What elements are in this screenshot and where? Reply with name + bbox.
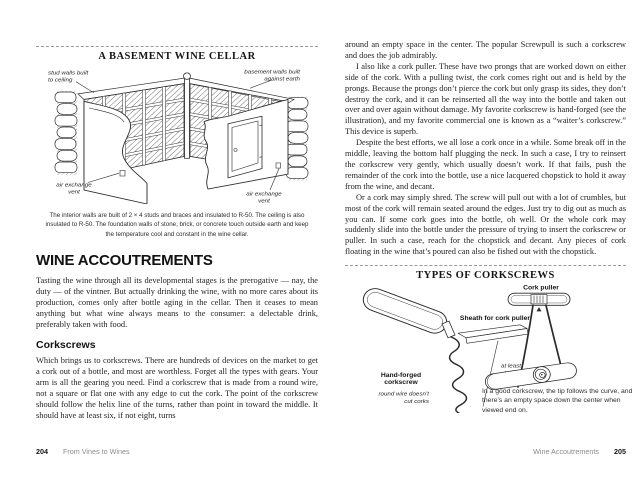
figure-caption: The interior walls are built of 2 × 4 studs and braces and insulated to R-50. The ceiling is also insulated to R-50. The foundation walls of stone, brick, or concrete touch outside earth and keep the temperature cool and constant in the wine cellar.: [45, 212, 309, 238]
label-basement-walls-line2: against earth: [264, 76, 301, 83]
label-vent-right-line2: vent: [258, 198, 270, 204]
label-vent-left-line2: vent: [68, 189, 80, 196]
corkscrew-helix: [450, 337, 467, 413]
paragraph: I also like a cork puller. These have two prongs that are worked down on either side of the cork. With a pulling twist, the cork comes right out and is held by the prongs. Because the prongs don’t pierce the cork but only grasp its sides, they don’t destroy the cork, and it can be reinserted all the way into the bottle and taken out over and over again without damage. My favorite corkscrew is hand-forged (see the illustration), and my favorite commercial one is known as a “waiter’s corkscrew.” This device is superb.: [345, 61, 627, 137]
page-footer-left: [36, 447, 318, 456]
center-post: [184, 73, 191, 158]
label-cork-puller: Cork puller: [523, 284, 559, 292]
figure-top-dashed-rule: [36, 46, 318, 47]
cellar-illustration: [36, 64, 318, 204]
air-vent-right: [276, 163, 281, 168]
section-heading: WINE ACCOUTREMENTS: [36, 251, 213, 269]
figure-top-dashed-rule: [345, 265, 626, 266]
label-basement-walls-line1: basement walls built: [244, 69, 301, 76]
label-vent-right-line1: air exchange: [246, 191, 282, 198]
stone-wall-right: [286, 97, 308, 181]
stone-wall-left: [55, 91, 77, 175]
figure-basement-wine-cellar: [36, 46, 318, 239]
label-sheath: Sheath for cork puller: [459, 315, 531, 323]
label-six-turns-line1: at least: [501, 363, 521, 370]
label-vent-left-line1: air exchange: [56, 182, 92, 189]
arrow-icon: [537, 307, 542, 311]
label-round-wire-line1: round wire doesn’t: [378, 391, 429, 398]
book-title: From Vines to Wines: [63, 447, 130, 456]
page-right: [345, 40, 633, 418]
paragraph: around an empty space in the center. The popular Screwpull is such a corkscrew and does the job admirably.: [345, 40, 626, 60]
label-stud-walls-line2: to ceiling: [48, 77, 73, 84]
leader-stud-walls: [76, 82, 94, 93]
label-hand-forged-line1: Hand-forged: [380, 372, 422, 379]
page-number: 204: [36, 447, 48, 456]
page-number: 205: [614, 447, 626, 456]
label-stud-walls-line1: stud walls built: [48, 70, 89, 77]
paragraph: Despite the best efforts, we all lose a cork once in a while. Some break off in the middle, leaving the bottom half plugging the neck. In such a case, I try to reinsert the corkscrew very gently, which usually doesn’t work. If that fails, push the remainder of the cork into the bottle, use a nice lacquered chopstick to hold it away from the wine, and decant.: [345, 138, 626, 191]
paragraph: Which brings us to corkscrews. There are hundreds of devices on the market to get a cork out of a bottle, and most are worthless. Forget all the types with gears. Your arm is all the gearing you need. Find a corkscrew that is made from a round wire, not a square or flat one with any edge to cut the cork. The point of the corkscrew should follow the helix line of the turns, rather than point in toward the middle. It should have at least six, if not eight, turns: [36, 356, 318, 420]
sheath-drawing: [458, 315, 531, 343]
label-hand-forged-line2: corkscrew: [384, 379, 418, 387]
subsection-heading: Corkscrews: [36, 339, 96, 352]
figure-types-of-corkscrews: [345, 265, 633, 418]
figure-caption: In a good corkscrew, the tip follows the curve, and there’s an empty space down the center when viewed end on.: [482, 388, 633, 414]
figure-title: A BASEMENT WINE CELLAR: [98, 51, 256, 62]
page-footer-right: [345, 447, 626, 456]
figure-title: TYPES OF CORKSCREWS: [416, 270, 555, 282]
paragraph: Tasting the wine through all its developmental stages is the prerogative — nay, the duty — of the vintner. But actually drinking the wine, with no more cares about its production, comes only after bottle aging in the cellar. Then it ceases to mean anything but what wine always means to the consumer: a delectable drink, preferably taken with food.: [36, 275, 318, 329]
air-vent-left: [120, 170, 125, 176]
page-left: [36, 40, 318, 422]
paragraph: Or a cork may simply shred. The screw will pull out with a lot of crumbles, but most of the cork will remain seated around the edges. Just try to dig out as much as you can. If some cork goes into the bottle, oh well. Or the whole cork may suddenly slide into the bottle under the pressure of trying to insert the corkscrew or puller. In such a case, reach for the chopstick and decant. Any pieces of cork floating in the wine that’s poured can also be fished out with the chopstick.: [345, 192, 626, 257]
label-round-wire-line2: cut corks: [404, 399, 429, 405]
section-title: Wine Accoutrements: [533, 447, 599, 456]
